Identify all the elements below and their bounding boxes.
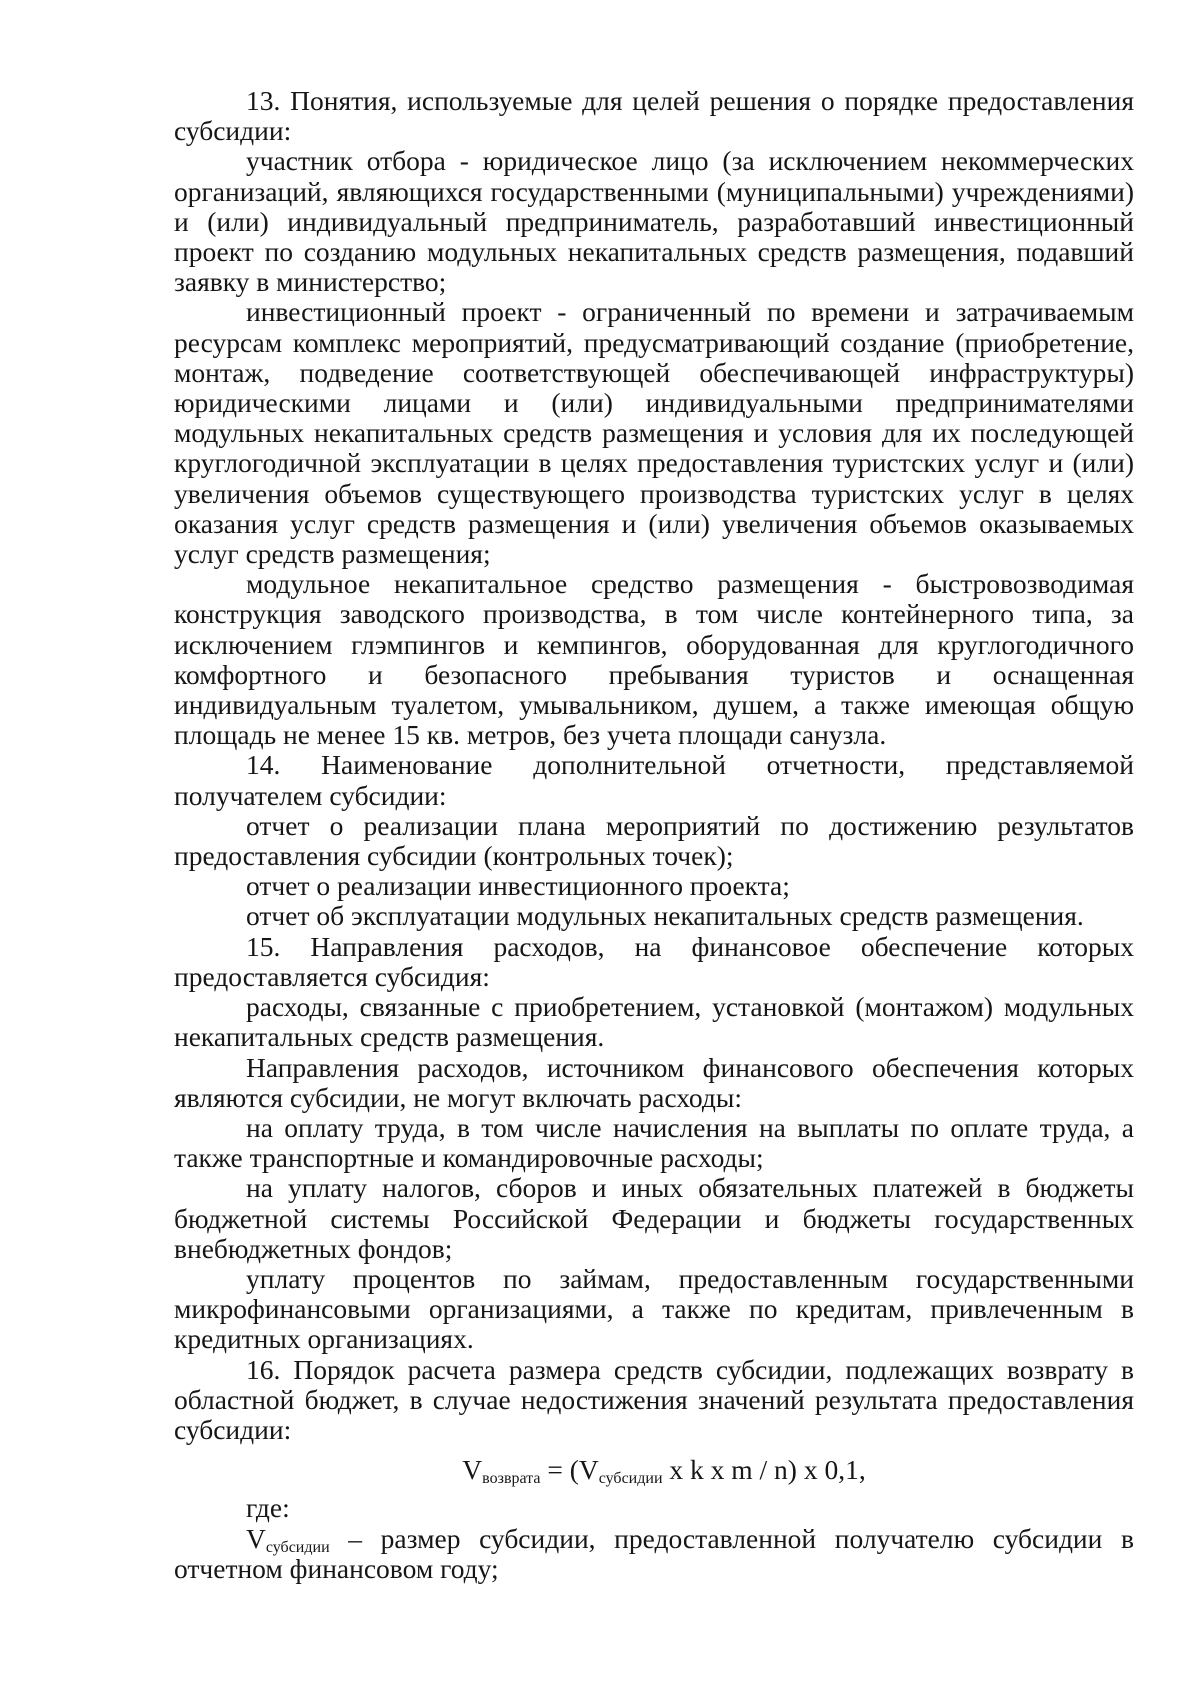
where-label: где: (246, 1492, 290, 1524)
section-14-heading: 14. Наименование дополнительной отчетности, представляемой получателем субсидии: (174, 749, 1134, 811)
definition-investment-project: инвестиционный проект - ограниченный по времени и затрачиваемым ресурсам комплекс мероприятий, предусматривающий создание (приобретение, монтаж, подведение соответствующей обеспечивающей инфраструктуры) юридическими лицами и (или) индивидуальными предпринимателями модульных некапитальных средств размещения и условия для их последующей круглогодичной эксплуатации в целях предоставления туристских услуг и (или) увеличения объемов существующего производства туристских услуг в целях оказания услуг средств размещения и (или) увеличения объемов оказываемых услуг средств размещения; (174, 296, 1134, 570)
report-item-3: отчет об эксплуатации модульных некапитальных средств размещения. (246, 900, 1084, 932)
expense-item-1: расходы, связанные с приобретением, установкой (монтажом) модульных некапитальных средств размещения. (174, 991, 1134, 1053)
expense-restriction-intro: Направления расходов, источником финансового обеспечения которых являются субсидии, не могут включать расходы: (174, 1051, 1134, 1113)
definition-modular-facility: модульное некапитальное средство размещения - быстровозводимая конструкция заводского производства, в том числе контейнерного типа, за исключением глэмпингов и кемпингов, оборудованная для круглогодичного комфортного и безопасного пребывания туристов и оснащенная индивидуальным туалетом, умывальником, душем, а также имеющая общую площадь не менее 15 кв. метров, без учета площади санузла. (174, 568, 1134, 751)
formula-eq-open: = (V (540, 1454, 599, 1486)
restriction-item-1: на оплату труда, в том числе начисления на выплаты по оплате труда, а также транспортные и командировочные расходы; (174, 1111, 1134, 1174)
definition-participant: участник отбора - юридическое лицо (за исключением некоммерческих организаций, являющихся государственными (муниципальными) учреждениями) и (или) индивидуальный предприниматель, разработавший инвестиционный проект по созданию модульных некапитальных средств размещения, подавший заявку в министерство; (174, 145, 1134, 298)
definition-text: – размер субсидии, предоставленной получателю субсидии в отчетном финансовом году; (174, 1522, 1134, 1584)
refund-formula (174, 1454, 1134, 1488)
variable-definition (174, 1524, 1134, 1584)
section-16-heading: 16. Порядок расчета размера средств субсидии, подлежащих возврату в областной бюджет, в случае недостижения значений результата предоставления субсидии: (174, 1353, 1134, 1445)
restriction-item-2: на уплату налогов, сборов и иных обязательных платежей в бюджеты бюджетной системы Российской Федерации и бюджеты государственных внебюджетных фондов; (174, 1172, 1134, 1264)
formula-rest: x k x m / n) x 0,1, (662, 1454, 866, 1486)
section-15-heading: 15. Направления расходов, на финансовое обеспечение которых предоставляется субсидия: (174, 930, 1134, 992)
definition-v: V (246, 1522, 266, 1554)
formula-rhs-subscript: субсидии (598, 1470, 663, 1488)
definition-subscript: субсидии (265, 1538, 330, 1556)
formula-lhs-v: V (462, 1454, 483, 1486)
formula-lhs-subscript: возврата (482, 1470, 541, 1488)
section-13-heading: 13. Понятия, используемые для целей решения о порядке предоставления субсидии: (174, 85, 1134, 147)
report-item-2: отчет о реализации инвестиционного проекта; (246, 870, 790, 902)
restriction-item-3: уплату процентов по займам, предоставленным государственными микрофинансовыми организациями, а также по кредитам, привлеченным в кредитных организациях. (174, 1262, 1134, 1355)
report-item-1: отчет о реализации плана мероприятий по достижению результатов предоставления субсидии (контрольных точек); (174, 809, 1134, 872)
document-body (174, 86, 1134, 1584)
